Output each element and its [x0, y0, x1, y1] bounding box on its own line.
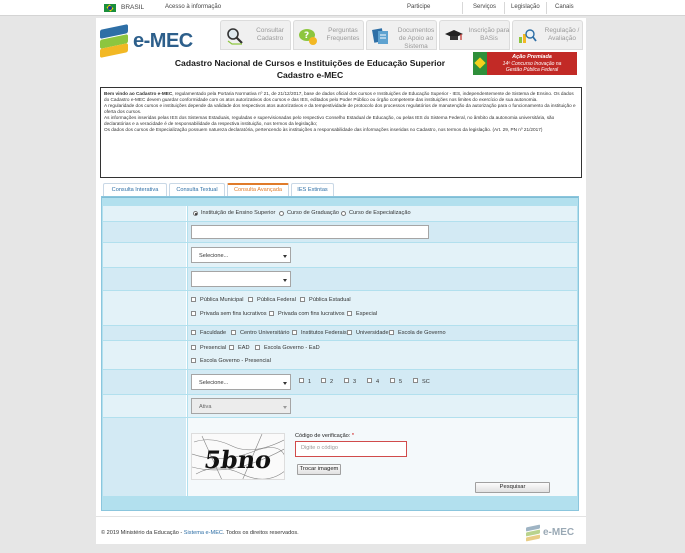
divider [462, 2, 463, 14]
chk-escola-governo[interactable] [389, 330, 394, 335]
situacao-select[interactable]: Ativa [191, 398, 291, 414]
municipio-select[interactable] [191, 271, 291, 287]
radio-ies[interactable] [193, 211, 198, 216]
gov-top-bar [0, 0, 685, 16]
nav-perguntas-frequentes[interactable]: ? Perguntas Frequentes [293, 20, 364, 50]
pesquisar-button[interactable]: Pesquisar [475, 482, 550, 493]
municipio-row [103, 268, 577, 290]
uf-select[interactable]: Selecione... [191, 247, 291, 263]
emec-logo[interactable] [100, 25, 220, 59]
svg-text:?: ? [304, 31, 310, 41]
documents-icon [371, 26, 391, 46]
radio-curso-especializacao[interactable] [341, 211, 346, 216]
emec-logo-icon [100, 27, 128, 55]
uf-row [103, 243, 577, 267]
chk-centro-universitario[interactable] [231, 330, 236, 335]
intro-paragraph: A regularidade dos cursos e instituições depende da validade dos respectivos atos autorizativos e da tempestividade de protocolo dos processos regulatórios de manutenção da autorização para o funcionamento da instituição e oferta dos cursos. [104, 103, 576, 114]
acao-premiada-banner[interactable]: Ação Premiada 14º Concurso Inovação na Gestão Pública Federal [473, 52, 577, 75]
nav-documentos-apoio[interactable]: Documentos de Apoio ao Sistema [366, 20, 437, 50]
servicos-link[interactable]: Serviços [473, 4, 497, 10]
indice-row: Selecione... 1 2 3 4 5 SC [103, 370, 577, 394]
intro-paragraph: Os dados dos cursos de Especialização possuem natureza declaratória, pertencendo às instituições a responsabilidade das informações inseridas no Cadastro, nos termos da legislação. (Art. 29, PN nº 21/2017) [104, 127, 543, 133]
acesso-informacao-link[interactable]: Acesso à informação [165, 4, 222, 10]
captcha-image [191, 433, 285, 480]
legislacao-link[interactable]: Legislação [511, 4, 540, 10]
divider [504, 2, 505, 14]
brazil-flag-icon [104, 4, 116, 12]
chk-indice-3[interactable] [344, 378, 349, 383]
chk-publica-municipal[interactable] [191, 297, 196, 302]
tab-consulta-avancada[interactable]: Consulta Avançada [227, 183, 289, 196]
radio-curso-graduacao[interactable] [279, 211, 284, 216]
form-tabs [103, 182, 578, 196]
chk-escola-governo-presencial[interactable] [191, 358, 196, 363]
copyright-text: © 2019 Ministério da Educação - Sistema e-MEC. Todos os direitos reservados. [101, 530, 299, 536]
chk-privada-com-fins[interactable] [269, 311, 274, 316]
chevron-down-icon [283, 406, 287, 409]
page-title: Cadastro Nacional de Cursos e Instituições de Educação Superior Cadastro e-MEC [174, 58, 446, 80]
chk-privada-sem-fins[interactable] [191, 311, 196, 316]
nome-instituicao-input[interactable] [191, 225, 429, 239]
main-page [96, 18, 586, 544]
situacao-row [103, 395, 577, 417]
chk-especial[interactable] [347, 311, 352, 316]
chk-institutos-federais[interactable] [292, 330, 297, 335]
chk-indice-4[interactable] [367, 378, 372, 383]
credenciamento-row: Presencial EAD Escola Governo - EaD Escola Governo - Presencial [103, 341, 577, 369]
intro-paragraph: As informações inseridas pelas IES dos Sistemas Estaduais, reguladas e supervisionadas pelo respectivo Conselho Estadual de Educação, ou pelas IES do Sistema Federal, no âmbito da autonomia universitária, são declaratórias e a veracidade é de responsabilidade da respectiva instituição, nos termos da legislação; [104, 115, 555, 126]
chk-indice-5[interactable] [390, 378, 395, 383]
chevron-down-icon [283, 279, 287, 282]
nav-inscricao-basis[interactable]: Inscrição para BASis [439, 20, 510, 50]
trocar-imagem-button[interactable]: Trocar imagem [297, 464, 341, 475]
emec-logo-icon [526, 526, 540, 541]
canais-link[interactable]: Canais [555, 4, 574, 10]
codigo-verificacao-input[interactable]: Digite o código [295, 441, 407, 457]
footer-emec-logo: e-MEC [526, 525, 576, 543]
main-nav [220, 20, 582, 50]
chevron-down-icon [283, 255, 287, 258]
categoria-row: Pública Municipal Pública Federal Pública Estadual Privada sem fins lucrativos Privada com fins lucrativos Especial [103, 291, 577, 325]
flag-badge-icon [473, 52, 487, 75]
chk-ead[interactable] [229, 345, 234, 350]
nav-consultar-cadastro[interactable]: Consultar Cadastro [220, 20, 291, 50]
participe-link[interactable]: Participe [407, 4, 431, 10]
chk-indice-1[interactable] [299, 378, 304, 383]
advanced-search-form [101, 196, 579, 511]
chevron-down-icon [283, 382, 287, 385]
tab-ies-extintas[interactable]: IES Extintas [291, 183, 334, 196]
indice-select[interactable]: Selecione... [191, 374, 291, 390]
brasil-link[interactable]: BRASIL [121, 4, 145, 11]
intro-paragraph: Bem vindo ao Cadastro e-MEC, regulamentado pela Portaria Normativa nº 21, de 21/12/2017, base de dados oficial dos cursos e Instituições de Educação Superior - IES, independentemente de Sistema de Ensino. Os dados do Cadastro e-MEC devem guardar conformidade com os atos autorizativos dos cursos e das IES, editados pelo Poder Público ou órgão competente das instituições nos limites do exercício de sua autonomia. [104, 91, 574, 102]
chk-escola-governo-ead[interactable] [255, 345, 260, 350]
logo-text: e-MEC [133, 30, 193, 52]
footer [96, 516, 586, 544]
magnifier-chart-icon [517, 26, 537, 46]
codigo-verificacao-label: Código de verificação: * [295, 433, 355, 439]
nome-row [103, 222, 577, 242]
chk-publica-estadual[interactable] [300, 297, 305, 302]
chk-presencial[interactable] [191, 345, 196, 350]
intro-text-box [100, 87, 582, 178]
tab-consulta-interativa[interactable]: Consulta Interativa [103, 183, 167, 196]
sistema-emec-link[interactable]: Sistema e-MEC [183, 530, 223, 536]
chk-indice-sc[interactable] [413, 378, 418, 383]
question-icon [298, 26, 318, 46]
chk-publica-federal[interactable] [248, 297, 253, 302]
chk-indice-2[interactable] [321, 378, 326, 383]
chk-universidade[interactable] [347, 330, 352, 335]
graduation-cap-icon [444, 26, 464, 46]
magnifier-icon [225, 26, 245, 46]
nav-regulacao-avaliacao[interactable]: Regulação / Avaliação [512, 20, 583, 50]
tab-consulta-textual[interactable]: Consulta Textual [169, 183, 225, 196]
buscar-por-row: Instituição de Ensino Superior Curso de Graduação Curso de Especialização [103, 206, 577, 221]
captcha-text: 5bno [202, 445, 274, 474]
divider [546, 2, 547, 14]
chk-faculdade[interactable] [191, 330, 196, 335]
organizacao-row: Faculdade Centro Universitário Institutos Federais Universidade Escola de Governo [103, 326, 577, 340]
